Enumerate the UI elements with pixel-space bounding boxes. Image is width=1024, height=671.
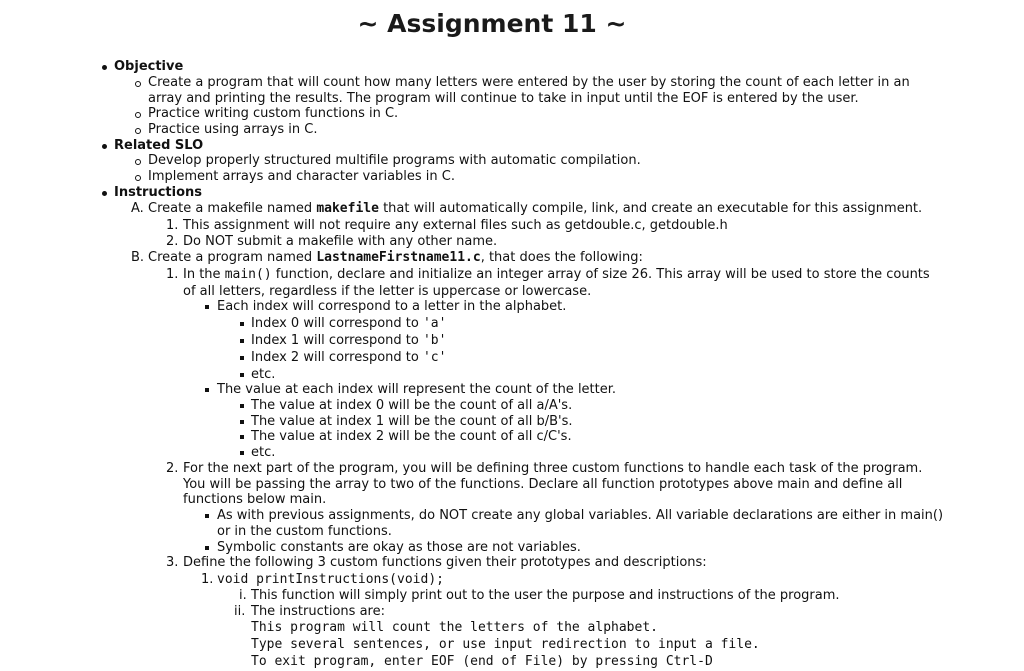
bullet-square	[240, 404, 244, 408]
bullet-square	[205, 305, 209, 309]
list-marker: i.	[239, 588, 247, 603]
objective-heading: Objective	[114, 59, 184, 74]
bullet-square	[240, 339, 244, 343]
list-marker: 3.	[166, 555, 179, 570]
function-prototype: void printInstructions(void);	[217, 572, 444, 587]
step-a-marker: A.	[131, 201, 144, 216]
bullet-square	[205, 388, 209, 392]
sub-sub-bullet: The value at index 1 will be the count of all b/B's.	[251, 414, 573, 429]
bullet-square	[240, 435, 244, 439]
step-a-sub: Do NOT submit a makefile with any other name.	[183, 234, 498, 249]
step-b-item: For the next part of the program, you will be defining three custom functions to handle each task of the program.	[183, 461, 923, 476]
bullet-dot	[102, 191, 107, 196]
program-output: Type several sentences, or use input redirection to input a file.	[251, 637, 760, 652]
bullet-square	[205, 546, 209, 550]
sub-sub-bullet: Index 2 will correspond to 'c'	[251, 350, 447, 365]
bullet-circle	[135, 112, 141, 118]
step-b-item: You will be passing the array to two of the functions. Declare all function prototypes above main and define all	[183, 477, 903, 492]
step-b-item: functions below main.	[183, 492, 327, 507]
list-marker: 1.	[166, 267, 179, 282]
sub-bullet: Each index will correspond to a letter in the alphabet.	[217, 299, 567, 314]
bullet-square	[240, 373, 244, 377]
objective-line: Create a program that will count how many letters were entered by the user by storing the count of each letter in an	[148, 75, 910, 90]
sub-sub-bullet: The value at index 0 will be the count of all a/A's.	[251, 398, 573, 413]
objective-line: Practice writing custom functions in C.	[148, 106, 399, 121]
bullet-square	[240, 322, 244, 326]
bullet-circle	[135, 81, 141, 87]
step-b-text: Create a program named LastnameFirstname11.c, that does the following:	[148, 250, 643, 265]
sub-sub-bullet: etc.	[251, 445, 276, 460]
step-b-item: Define the following 3 custom functions given their prototypes and descriptions:	[183, 555, 707, 570]
bullet-circle	[135, 175, 141, 181]
list-marker: 1.	[166, 218, 179, 233]
sub-sub-bullet: etc.	[251, 367, 276, 382]
bullet-square	[240, 451, 244, 455]
function-desc: This function will simply print out to the user the purpose and instructions of the program.	[251, 588, 840, 603]
program-output: To exit program, enter EOF (end of File) by pressing Ctrl-D	[251, 654, 713, 669]
sub-bullet: The value at each index will represent the count of the letter.	[217, 382, 617, 397]
step-a-sub: This assignment will not require any external files such as getdouble.c, getdouble.h	[183, 218, 728, 233]
bullet-square	[205, 514, 209, 518]
step-b-item: of all letters, regardless if the letter is uppercase or lowercase.	[183, 284, 592, 299]
bullet-square	[240, 356, 244, 360]
bullet-dot	[102, 65, 107, 70]
bullet-dot	[102, 144, 107, 149]
step-b-marker: B.	[131, 250, 145, 265]
instructions-heading: Instructions	[114, 185, 203, 200]
sub-sub-bullet: Index 0 will correspond to 'a'	[251, 316, 447, 331]
list-marker: ii.	[234, 604, 246, 619]
sub-sub-bullet: The value at index 2 will be the count of all c/C's.	[251, 429, 572, 444]
page-title: ~ Assignment 11 ~	[357, 9, 627, 38]
slo-heading: Related SLO	[114, 138, 204, 153]
step-a-text: Create a makefile named makefile that will automatically compile, link, and create an executable for this assignment.	[148, 201, 923, 216]
sub-sub-bullet: Index 1 will correspond to 'b'	[251, 333, 447, 348]
list-marker: 2.	[166, 461, 179, 476]
sub-bullet: As with previous assignments, do NOT create any global variables. All variable declarations are either in main()	[217, 508, 944, 523]
bullet-circle	[135, 128, 141, 134]
function-desc: The instructions are:	[251, 604, 385, 619]
objective-line: Practice using arrays in C.	[148, 122, 318, 137]
slo-line: Develop properly structured multifile programs with automatic compilation.	[148, 153, 641, 168]
sub-bullet: Symbolic constants are okay as those are not variables.	[217, 540, 581, 555]
step-b-item: In the main() function, declare and initialize an integer array of size 26. This array will be used to store the counts	[183, 267, 930, 282]
sub-bullet: or in the custom functions.	[217, 524, 392, 539]
bullet-square	[240, 420, 244, 424]
objective-line: array and printing the results. The program will continue to take in input until the EOF is entered by the user.	[148, 91, 859, 106]
list-marker: 1.	[201, 572, 214, 587]
slo-line: Implement arrays and character variables in C.	[148, 169, 455, 184]
program-output: This program will count the letters of the alphabet.	[251, 620, 658, 635]
bullet-circle	[135, 159, 141, 165]
list-marker: 2.	[166, 234, 179, 249]
